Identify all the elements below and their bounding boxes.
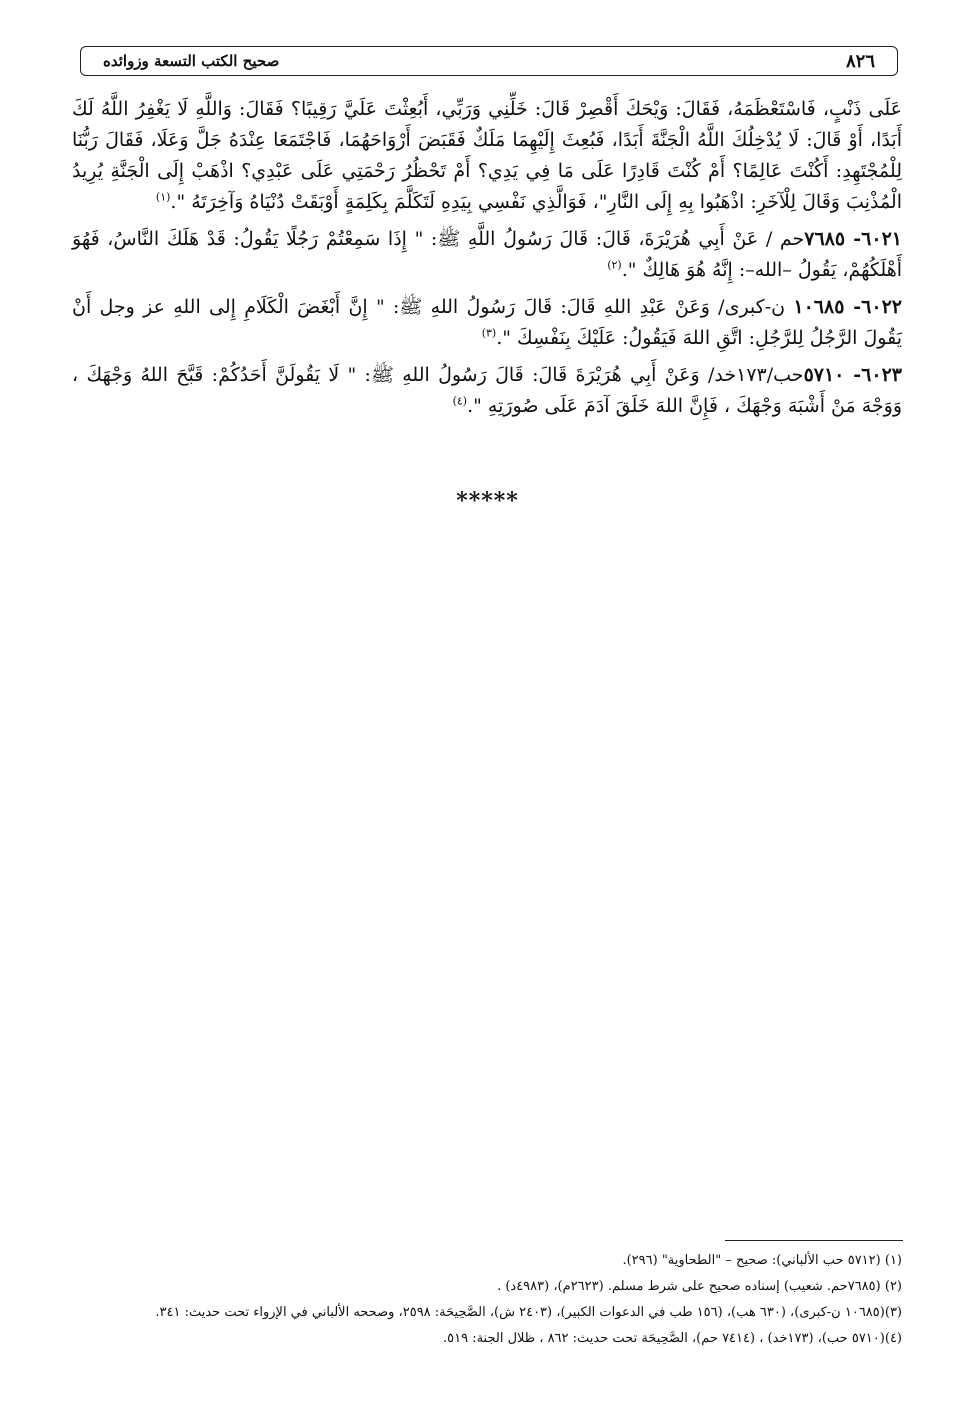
book-title: صحيح الكتب التسعة وزوائده xyxy=(103,52,280,70)
hadith-text: حم / عَنْ أَبِي هُرَيْرَةَ، قَالَ: قَالَ رَسُولُ اللَّهِ ﷺ: " إِذَا سَمِعْتُمْ رَجُلًا يَقُولُ: قَدْ هَلَكَ النَّاسُ، فَهُوَ أَهْلَكُهُمْ، يَقُولُ –الله–: إِنَّهُ هُوَ هَالِكٌ ". xyxy=(72,228,902,281)
footnote-marker: (٢) xyxy=(607,258,622,272)
footnote-marker: (٤) xyxy=(452,394,468,408)
hadith-number: ٦٠٢٢- ١٠٦٨٥ xyxy=(793,296,902,318)
continuation-text: عَلَى ذَنْبٍ، فَاسْتَعْظَمَهُ، فَقَالَ: وَيْحَكَ أَقْصِرْ قَالَ: خَلِّنِي وَرَبِّي، أَبُعِثْتَ عَلَيَّ رَقِيبًا؟ فَقَالَ: وَاللَّهِ لَا يَغْفِرُ اللَّهُ لَكَ أَبَدًا، أَوْ قَالَ: لَا يُدْخِلُكَ اللَّهُ الْجَنَّةَ أَبَدًا، فَبُعِثَ إِلَيْهِمَا مَلَكٌ فَقَبَضَ أَرْوَاحَهُمَا، فَاجْتَمَعَا عِنْدَهُ جَلَّ وَعَلَا، فَقَالَ رَبُّنَا لِلْمُجْتَهِدِ: أَكُنْتَ عَالِمًا؟ أَمْ كُنْتَ قَادِرًا عَلَى مَا فِي يَدِي؟ أَمْ تَحْظُرُ رَحْمَتِي عَلَى عَبْدِي؟ اذْهَبْ إِلَى الْجَنَّةِ يُرِيدُ الْمُذْنِبَ وَقَالَ لِلْآخَرِ: اذْهَبُوا بِهِ إِلَى النَّارِ"، فَوَالَّذِي نَفْسِي بِيَدِهِ لَتَكَلَّمَ بِكَلِمَةٍ أَوْبَقَتْ دُنْيَاهُ وَآخِرَتَهُ ". xyxy=(72,98,902,213)
footnote: (٤)(٥٧١٠ حب)، (١٧٣خد) ، (٧٤١٤ حم)، الصَّحِيحَة تحت حديث: ٨٦٢ ، ظلال الجنة: ٥١٩. xyxy=(442,1331,902,1346)
hadith-text: ن-كبرى/ وَعَنْ عَبْدِ اللهِ قَالَ: قَالَ رَسُولُ اللهِ ﷺ: " إِنَّ أَبْغَضَ الْكَلَامِ إِلى اللهِ عز وجل أَنْ يَقُولَ الرَّجُلُ لِلرَّجُلِ: اتَّقِ اللهَ فَيَقُولُ: عَلَيْكَ بِنَفْسِكَ ". xyxy=(72,296,902,349)
footnotes xyxy=(72,1248,902,1352)
hadith-number: ٦٠٢٣- ٥٧١٠ xyxy=(803,364,902,386)
footnote: (١) (٥٧١٢ حب الألباني): صحيح – "الطحاوية" (٢٩٦). xyxy=(622,1253,902,1268)
footnote: (٣)(١٠٦٨٥ ن-كبرى)، (٦٣٠ هب)، (١٥٦ طب في الدعوات الكبير)، (٢٤٠٣ ش)، الصَّحِيحَة: ٢٥٩٨، وصححه الألباني في الإرواء تحت حديث: ٣٤١. xyxy=(155,1305,902,1320)
main-text xyxy=(72,94,902,428)
hadith-text: حب/١٧٣خد/ وَعَنْ أَبِي هُرَيْرَةَ قَالَ: قَالَ رَسُولُ اللهِ ﷺ: " لَا يَقُولَنَّ أَحَدُكُمْ: قَبَّحَ اللهُ وَجْهَكَ ، وَوَجْهَ مَنْ أَشْبَهَ وَجْهَكَ ، فَإِنَّ اللهَ خَلَقَ آدَمَ عَلَى صُورَتِهِ ". xyxy=(72,364,902,417)
hadith-number: ٦٠٢١- ٧٦٨٥ xyxy=(804,228,902,250)
page-number: ٨٢٦ xyxy=(845,50,875,72)
footnote-marker: (١) xyxy=(155,190,171,204)
hadith-continuation xyxy=(72,94,902,218)
hadith-entry xyxy=(72,292,902,354)
section-divider: ***** xyxy=(456,488,519,514)
footnote-rule xyxy=(725,1240,903,1241)
footnote: (٢) (٧٦٨٥حم. شعيب) إسناده صحيح على شرط مسلم. (٢٦٢٣م)، (٤٩٨٣د) . xyxy=(497,1279,902,1294)
page-header xyxy=(80,46,898,76)
hadith-entry xyxy=(72,224,902,286)
hadith-entry xyxy=(72,360,902,422)
footnote-marker: (٣) xyxy=(481,326,497,340)
